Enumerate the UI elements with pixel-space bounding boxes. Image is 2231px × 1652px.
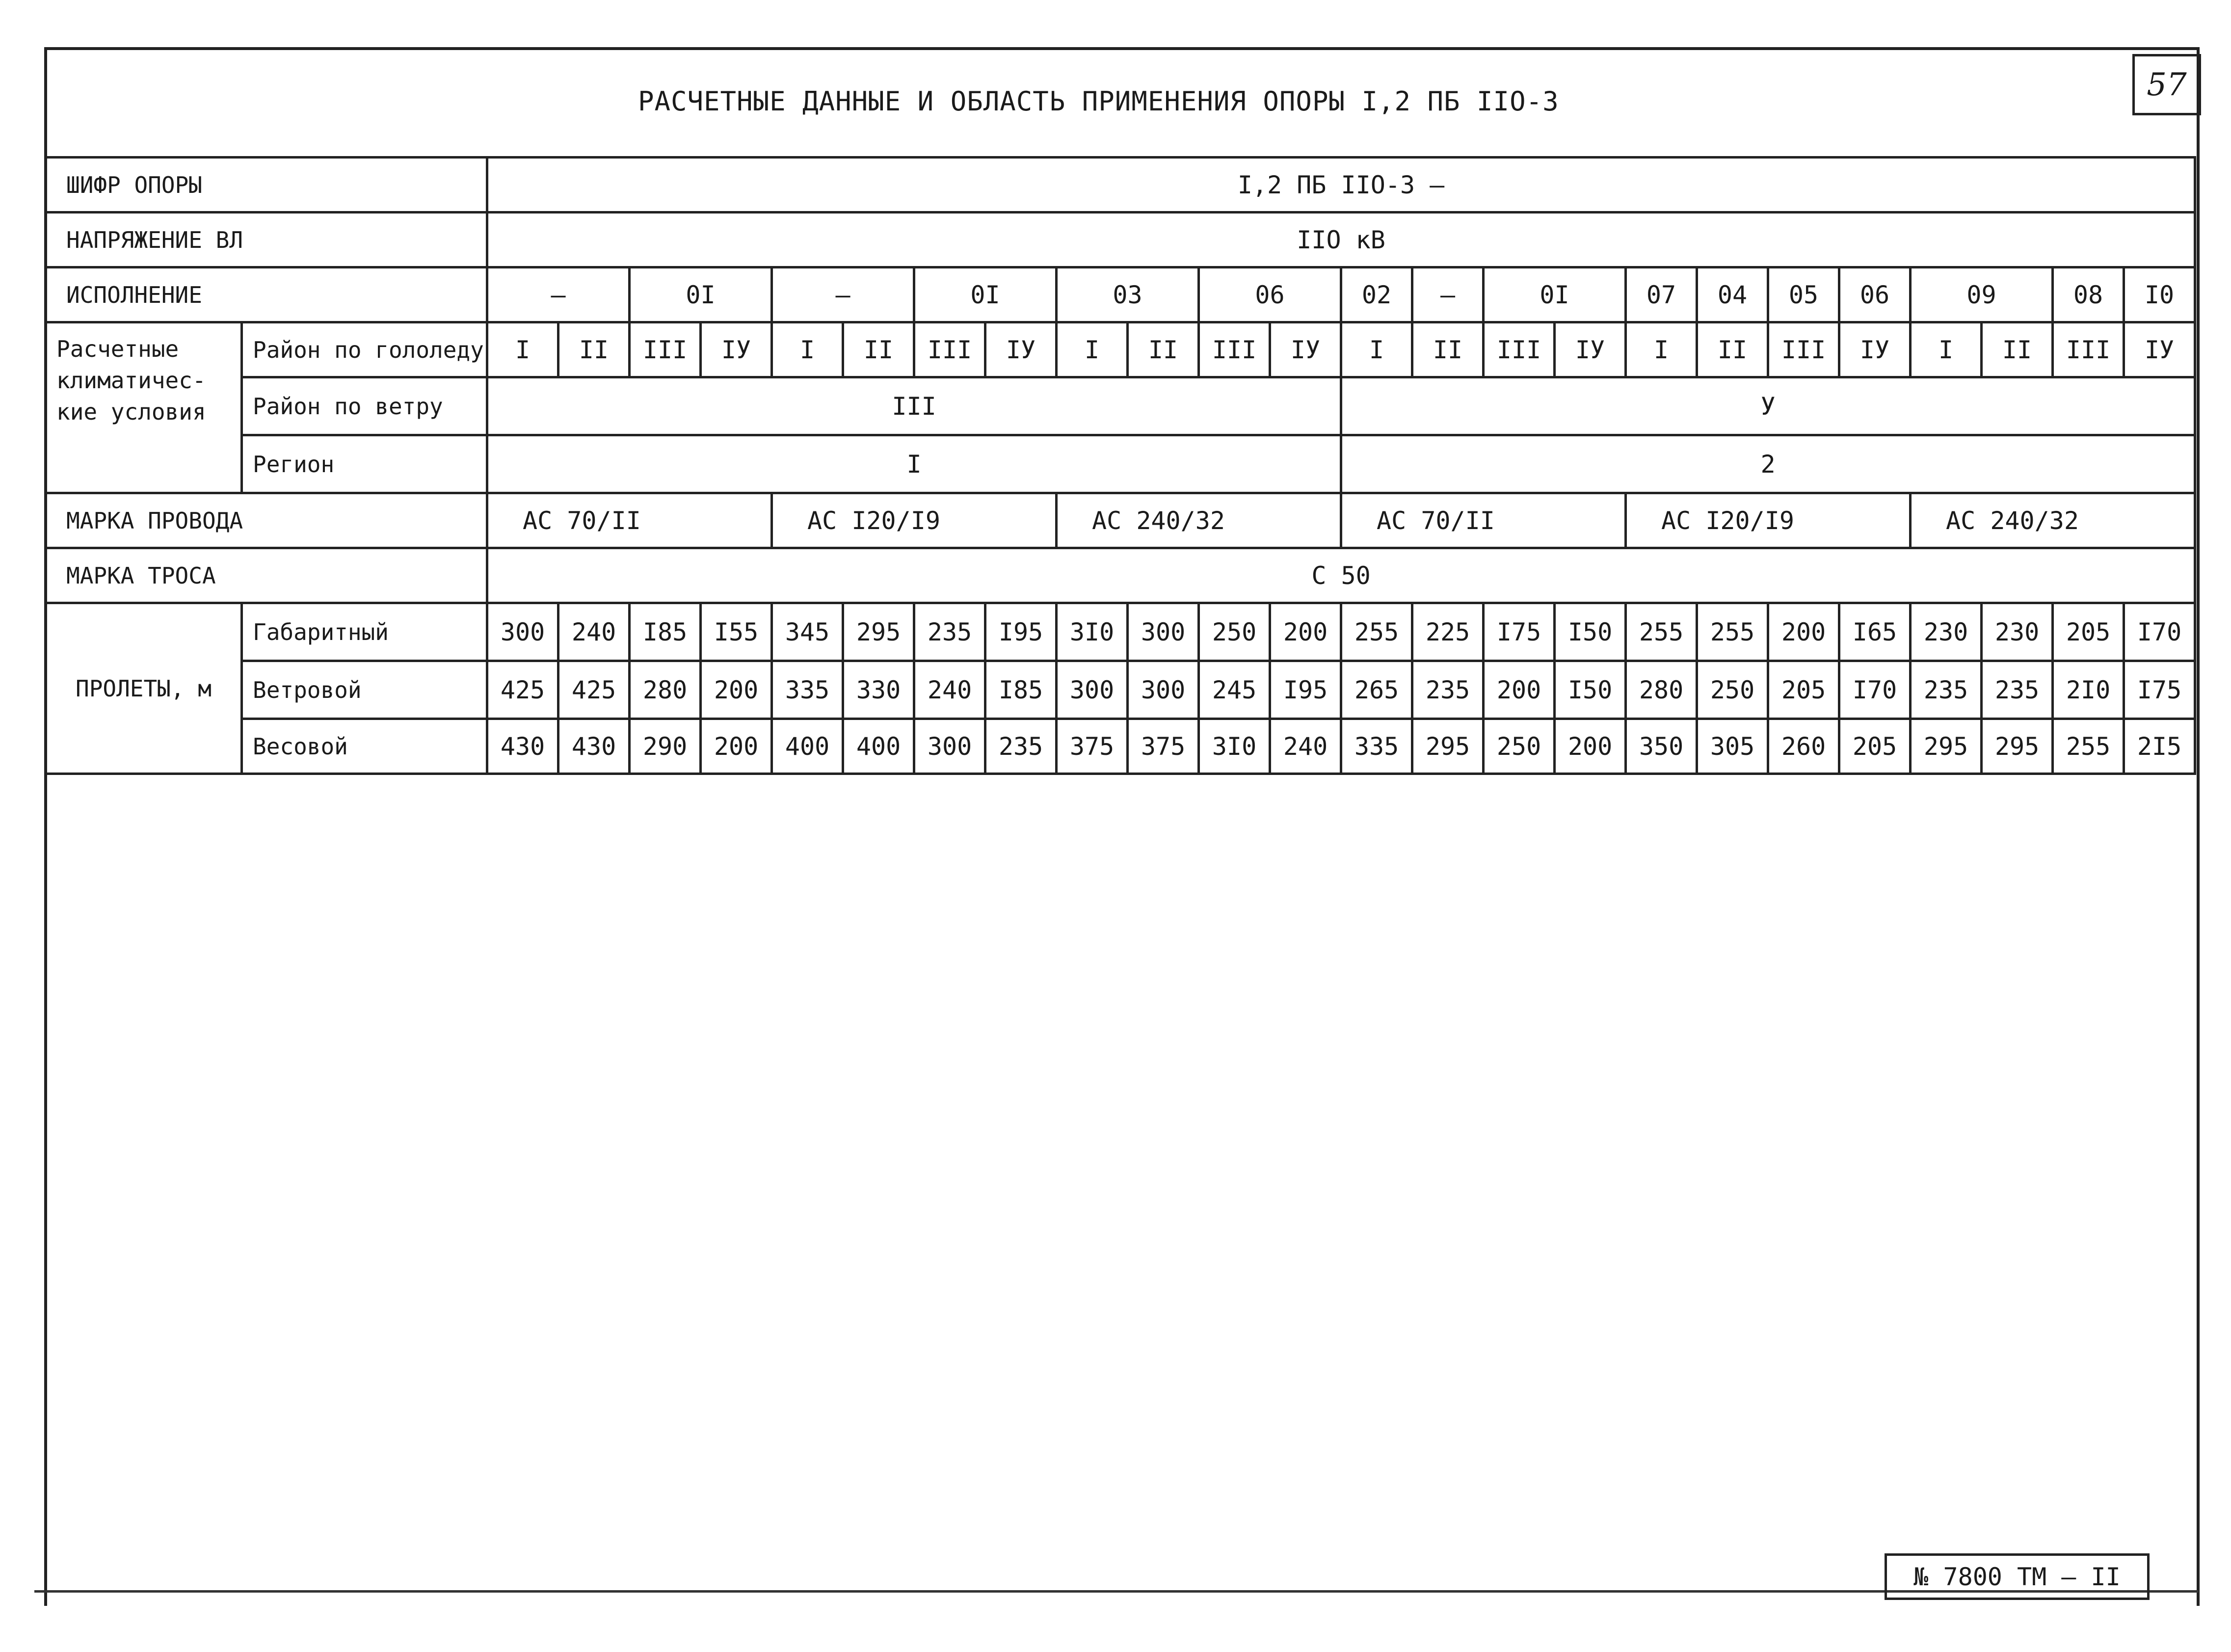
label-wind-region: Район по ветру <box>242 377 487 435</box>
windspan-cell-5: 330 <box>843 661 914 719</box>
region-left: I <box>487 435 1341 493</box>
ice-cell-16: I <box>1626 322 1697 377</box>
label-region: Регион <box>242 435 487 493</box>
windspan-cell-22: 2I0 <box>2053 661 2124 719</box>
label-ispolnenie: ИСПОЛНЕНИЕ <box>46 267 487 322</box>
ispolnenie-cell-8: 0I <box>1484 267 1626 322</box>
ispolnenie-cell-11: 05 <box>1768 267 1839 322</box>
row-span-wind <box>46 661 2195 719</box>
wind-region-left: III <box>487 377 1341 435</box>
gabarit-cell-21: 230 <box>1982 603 2053 661</box>
gabarit-cell-12: 255 <box>1341 603 1412 661</box>
gabarit-cell-20: 230 <box>1911 603 1982 661</box>
weight-cell-3: 200 <box>701 719 772 774</box>
row-wire <box>46 493 2195 548</box>
ispolnenie-cell-4: 03 <box>1057 267 1199 322</box>
gabarit-cell-11: 200 <box>1270 603 1341 661</box>
data-table <box>44 156 2196 775</box>
windspan-cell-4: 335 <box>772 661 843 719</box>
row-voltage <box>46 213 2195 267</box>
wire-cell-2: АС 240/32 <box>1057 493 1341 548</box>
windspan-cell-21: 235 <box>1982 661 2053 719</box>
weight-cell-20: 295 <box>1911 719 1982 774</box>
windspan-cell-1: 425 <box>558 661 630 719</box>
label-span-gabarit: Габаритный <box>242 603 487 661</box>
windspan-cell-2: 280 <box>630 661 701 719</box>
windspan-cell-12: 265 <box>1341 661 1412 719</box>
ispolnenie-cell-10: 04 <box>1697 267 1768 322</box>
ice-cell-14: III <box>1484 322 1555 377</box>
weight-cell-2: 290 <box>630 719 701 774</box>
ispolnenie-cell-9: 07 <box>1626 267 1697 322</box>
weight-cell-11: 240 <box>1270 719 1341 774</box>
windspan-cell-0: 425 <box>487 661 558 719</box>
row-ice-region <box>46 322 2195 377</box>
weight-cell-18: 260 <box>1768 719 1839 774</box>
label-ice-region: Район по гололеду <box>242 322 487 377</box>
weight-cell-22: 255 <box>2053 719 2124 774</box>
windspan-cell-14: 200 <box>1484 661 1555 719</box>
gabarit-cell-4: 345 <box>772 603 843 661</box>
ice-cell-9: II <box>1128 322 1199 377</box>
ice-cell-13: II <box>1412 322 1484 377</box>
windspan-cell-23: I75 <box>2124 661 2195 719</box>
ice-cell-19: IУ <box>1839 322 1911 377</box>
gabarit-cell-14: I75 <box>1484 603 1555 661</box>
label-cable: МАРКА ТРОСА <box>46 548 487 603</box>
gabarit-cell-22: 205 <box>2053 603 2124 661</box>
weight-cell-17: 305 <box>1697 719 1768 774</box>
document-stamp: № 7800 ТМ — II <box>1885 1553 2150 1600</box>
ice-cell-1: II <box>558 322 630 377</box>
weight-cell-8: 375 <box>1057 719 1128 774</box>
weight-cell-12: 335 <box>1341 719 1412 774</box>
weight-cell-7: 235 <box>985 719 1057 774</box>
weight-cell-4: 400 <box>772 719 843 774</box>
weight-cell-0: 430 <box>487 719 558 774</box>
row-span-gabarit <box>46 603 2195 661</box>
row-ispolnenie <box>46 267 2195 322</box>
gabarit-cell-0: 300 <box>487 603 558 661</box>
value-voltage: IIO кВ <box>487 213 2195 267</box>
label-shifr: ШИФР ОПОРЫ <box>46 158 487 213</box>
ispolnenie-cell-13: 09 <box>1911 267 2053 322</box>
ice-cell-18: III <box>1768 322 1839 377</box>
ispolnenie-cell-6: 02 <box>1341 267 1412 322</box>
label-wire: МАРКА ПРОВОДА <box>46 493 487 548</box>
windspan-cell-8: 300 <box>1057 661 1128 719</box>
wire-cell-5: АС 240/32 <box>1911 493 2195 548</box>
ispolnenie-cell-2: — <box>772 267 914 322</box>
weight-cell-13: 295 <box>1412 719 1484 774</box>
gabarit-cell-17: 255 <box>1697 603 1768 661</box>
gabarit-cell-19: I65 <box>1839 603 1911 661</box>
weight-cell-14: 250 <box>1484 719 1555 774</box>
page-number: 57 <box>2132 54 2201 115</box>
gabarit-cell-7: I95 <box>985 603 1057 661</box>
ice-cell-10: III <box>1199 322 1270 377</box>
gabarit-cell-6: 235 <box>914 603 985 661</box>
row-wind-region <box>46 377 2195 435</box>
ice-cell-6: III <box>914 322 985 377</box>
row-cable <box>46 548 2195 603</box>
ispolnenie-cell-12: 06 <box>1839 267 1911 322</box>
gabarit-cell-15: I50 <box>1555 603 1626 661</box>
ispolnenie-cell-1: 0I <box>630 267 772 322</box>
gabarit-cell-23: I70 <box>2124 603 2195 661</box>
label-voltage: НАПРЯЖЕНИЕ ВЛ <box>46 213 487 267</box>
ice-cell-20: I <box>1911 322 1982 377</box>
windspan-cell-17: 250 <box>1697 661 1768 719</box>
ice-cell-12: I <box>1341 322 1412 377</box>
ice-cell-0: I <box>487 322 558 377</box>
windspan-cell-10: 245 <box>1199 661 1270 719</box>
windspan-cell-13: 235 <box>1412 661 1484 719</box>
gabarit-cell-16: 255 <box>1626 603 1697 661</box>
gabarit-cell-13: 225 <box>1412 603 1484 661</box>
gabarit-cell-3: I55 <box>701 603 772 661</box>
ispolnenie-cell-14: 08 <box>2053 267 2124 322</box>
ice-cell-3: IУ <box>701 322 772 377</box>
windspan-cell-19: I70 <box>1839 661 1911 719</box>
ice-cell-22: III <box>2053 322 2124 377</box>
ice-cell-21: II <box>1982 322 2053 377</box>
weight-cell-9: 375 <box>1128 719 1199 774</box>
wire-cell-1: АС I20/I9 <box>772 493 1057 548</box>
gabarit-cell-9: 300 <box>1128 603 1199 661</box>
wire-cell-0: АС 70/II <box>487 493 772 548</box>
windspan-cell-6: 240 <box>914 661 985 719</box>
windspan-cell-11: I95 <box>1270 661 1341 719</box>
value-cable: С 50 <box>487 548 2195 603</box>
region-right: 2 <box>1341 435 2195 493</box>
row-shifr <box>46 158 2195 213</box>
gabarit-cell-8: 3I0 <box>1057 603 1128 661</box>
ice-cell-15: IУ <box>1555 322 1626 377</box>
ice-cell-11: IУ <box>1270 322 1341 377</box>
ice-cell-2: III <box>630 322 701 377</box>
label-climate-group: Расчетные климатичес- кие условия <box>46 322 242 493</box>
ispolnenie-cell-0: — <box>487 267 630 322</box>
weight-cell-10: 3I0 <box>1199 719 1270 774</box>
row-span-weight <box>46 719 2195 774</box>
wire-cell-3: АС 70/II <box>1341 493 1626 548</box>
ispolnenie-cell-15: I0 <box>2124 267 2195 322</box>
label-spans-group: ПРОЛЕТЫ, м <box>46 603 242 774</box>
gabarit-cell-2: I85 <box>630 603 701 661</box>
windspan-cell-3: 200 <box>701 661 772 719</box>
windspan-cell-20: 235 <box>1911 661 1982 719</box>
ispolnenie-cell-7: — <box>1412 267 1484 322</box>
ispolnenie-cell-3: 0I <box>914 267 1057 322</box>
gabarit-cell-5: 295 <box>843 603 914 661</box>
windspan-cell-18: 205 <box>1768 661 1839 719</box>
gabarit-cell-18: 200 <box>1768 603 1839 661</box>
weight-cell-5: 400 <box>843 719 914 774</box>
windspan-cell-16: 280 <box>1626 661 1697 719</box>
ice-cell-17: II <box>1697 322 1768 377</box>
weight-cell-19: 205 <box>1839 719 1911 774</box>
weight-cell-6: 300 <box>914 719 985 774</box>
windspan-cell-7: I85 <box>985 661 1057 719</box>
ispolnenie-cell-5: 06 <box>1199 267 1341 322</box>
ice-cell-8: I <box>1057 322 1128 377</box>
label-span-wind: Ветровой <box>242 661 487 719</box>
wire-cell-4: АС I20/I9 <box>1626 493 1911 548</box>
weight-cell-1: 430 <box>558 719 630 774</box>
ice-cell-4: I <box>772 322 843 377</box>
page-title: РАСЧЕТНЫЕ ДАННЫЕ И ОБЛАСТЬ ПРИМЕНЕНИЯ ОПОРЫ I,2 ПБ IIO-3 <box>638 86 1559 117</box>
bottom-rule <box>34 1590 2199 1593</box>
value-shifr: I,2 ПБ IIO-3 — <box>487 158 2195 213</box>
windspan-cell-9: 300 <box>1128 661 1199 719</box>
label-span-weight: Весовой <box>242 719 487 774</box>
weight-cell-16: 350 <box>1626 719 1697 774</box>
gabarit-cell-1: 240 <box>558 603 630 661</box>
weight-cell-23: 2I5 <box>2124 719 2195 774</box>
ice-cell-7: IУ <box>985 322 1057 377</box>
row-region <box>46 435 2195 493</box>
windspan-cell-15: I50 <box>1555 661 1626 719</box>
wind-region-right: У <box>1341 377 2195 435</box>
gabarit-cell-10: 250 <box>1199 603 1270 661</box>
ice-cell-23: IУ <box>2124 322 2195 377</box>
weight-cell-21: 295 <box>1982 719 2053 774</box>
weight-cell-15: 200 <box>1555 719 1626 774</box>
ice-cell-5: II <box>843 322 914 377</box>
